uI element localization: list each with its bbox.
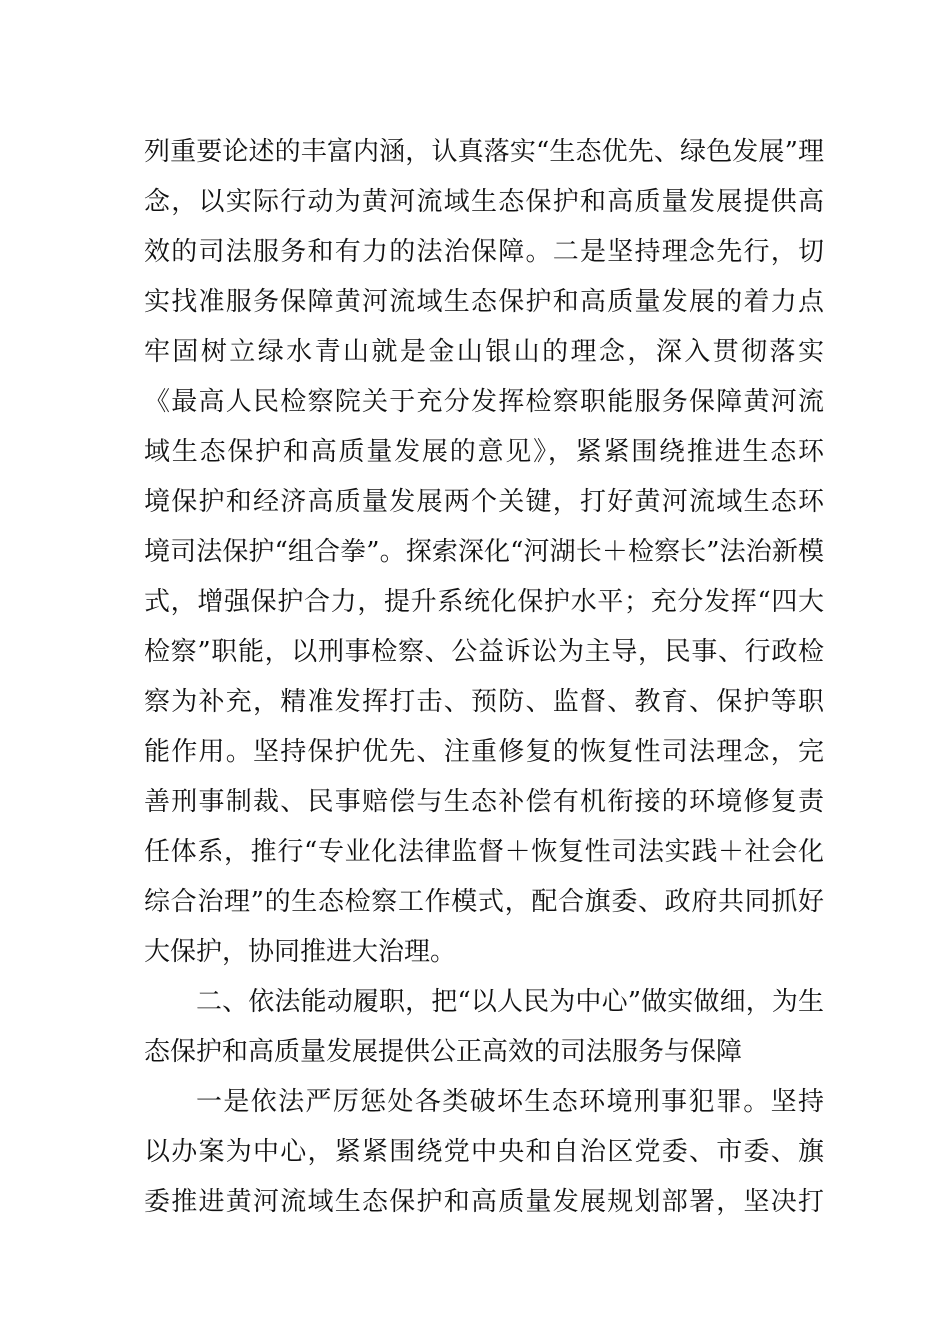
text-line: 以办案为中心，紧紧围绕党中央和自治区党委、市委、旗 — [144, 1137, 824, 1167]
text-line: 效的司法服务和有力的法治保障。二是坚持理念先行，切 — [144, 237, 824, 267]
text-line: 善刑事制裁、民事赔偿与生态补偿有机衔接的环境修复责 — [144, 787, 824, 817]
text-line: 实找准服务保障黄河流域生态保护和高质量发展的着力点 — [144, 287, 824, 317]
text-line: 列重要论述的丰富内涵，认真落实“生态优先、绿色发展”理 — [144, 137, 824, 167]
text-line: 境保护和经济高质量发展两个关键，打好黄河流域生态环 — [144, 487, 824, 517]
text-line: 能作用。坚持保护优先、注重修复的恢复性司法理念，完 — [144, 737, 824, 767]
text-line: 综合治理”的生态检察工作模式，配合旗委、政府共同抓好 — [144, 887, 824, 917]
section-heading-line: 二、依法能动履职，把“以人民为中心”做实做细，为生 — [196, 987, 824, 1017]
text-line: 《最高人民检察院关于充分发挥检察职能服务保障黄河流 — [144, 387, 824, 417]
section-heading-line: 态保护和高质量发展提供公正高效的司法服务与保障 — [144, 1037, 743, 1067]
paragraph-end-line: 大保护，协同推进大治理。 — [144, 937, 457, 967]
text-line: 检察”职能，以刑事检察、公益诉讼为主导，民事、行政检 — [144, 637, 824, 667]
paragraph-start-line: 一是依法严厉惩处各类破坏生态环境刑事犯罪。坚持 — [196, 1087, 824, 1117]
text-line: 域生态保护和高质量发展的意见》，紧紧围绕推进生态环 — [144, 437, 824, 467]
text-line: 念，以实际行动为黄河流域生态保护和高质量发展提供高 — [144, 187, 824, 217]
text-line: 境司法保护“组合拳”。探索深化“河湖长＋检察长”法治新模 — [144, 537, 824, 567]
text-line: 委推进黄河流域生态保护和高质量发展规划部署，坚决打 — [144, 1187, 824, 1217]
text-line: 式，增强保护合力，提升系统化保护水平；充分发挥“四大 — [144, 587, 824, 617]
body-text — [144, 127, 824, 1227]
text-line: 任体系，推行“专业化法律监督＋恢复性司法实践＋社会化 — [144, 837, 824, 867]
text-line: 察为补充，精准发挥打击、预防、监督、教育、保护等职 — [144, 687, 824, 717]
text-line: 牢固树立绿水青山就是金山银山的理念，深入贯彻落实 — [144, 337, 824, 367]
